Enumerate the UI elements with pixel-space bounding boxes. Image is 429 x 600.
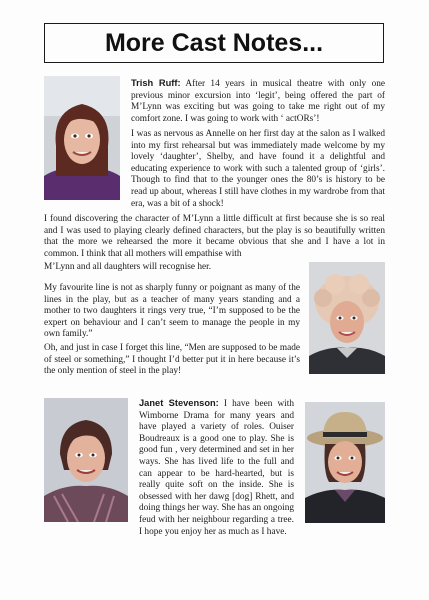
trish-para-1 bbox=[131, 78, 385, 125]
trish-para-5: Oh, and just in case I forget this line, “Men are supposed to be made of steel or something,” I thought I’d better put it in here because it’s the only mention of steel in the play! bbox=[44, 343, 300, 377]
trish-ruff-photo bbox=[44, 76, 120, 200]
trish-para-4: My favourite line is not as sharply funny or poignant as many of the lines in the play, but as a teacher of many years standing and a mother to two daughters it rings very true, “I’m supposed to be the expert on behaviour and I can’t seem to manage the people in my own family.” bbox=[44, 283, 300, 340]
janet-stevenson-hat-photo bbox=[305, 402, 385, 523]
janet-text: I have been with Wimborne Drama for many years and have played a variety of roles. Ouiser Boudreaux is a good one to play. She is good fun , very determined and set in her ways. She has lived life to the full and can appear to be hard-hearted, but is really quite soft on the inside. She is obsessed with her dawg [dog] Rhett, and doing things her way. She has an ongoing feud with her neighbour regarding a tree. I hope you enjoy her as much as I have. bbox=[139, 399, 294, 537]
trish-para-3: I found discovering the character of M’Lynn a little difficult at first because she is so real and I was used to playing clearly defined characters, but the play is so beautifully written that the more we rehearsed the more it became obvious that she and I have a lot in common. I think that all mothers will empathise with bbox=[44, 214, 385, 259]
janet-stevenson-name: Janet Stevenson: bbox=[139, 398, 219, 408]
trish-ruff-wig-photo bbox=[309, 262, 385, 374]
trish-intro-text: After 14 years in musical theatre with only one previous minor excursion into ‘legit’, being offered the part of M’Lynn was exciting but was going to take me right out of my comfort zone. I was going to work with ‘ actORs’! bbox=[131, 79, 385, 124]
page-title: More Cast Notes... bbox=[104, 28, 324, 57]
title-box bbox=[44, 23, 384, 63]
trish-para-2: I was as nervous as Annelle on her first day at the salon as I walked into my first rehearsal but was immediately made welcome by my lovely ‘daughter’, Shelby, and have found it a delightful and educating experience to work with such a talented group of ‘girls’. Though to find that to the younger ones the 80’s is history to be read up about, whereas I still have clothes in my wardrobe from that era, was a bit of a shock! bbox=[131, 129, 385, 209]
trish-para-3-end: M’Lynn and all daughters will recognise her. bbox=[44, 262, 212, 272]
janet-para bbox=[139, 398, 294, 538]
trish-ruff-name: Trish Ruff: bbox=[131, 78, 181, 88]
janet-stevenson-photo bbox=[44, 398, 128, 522]
